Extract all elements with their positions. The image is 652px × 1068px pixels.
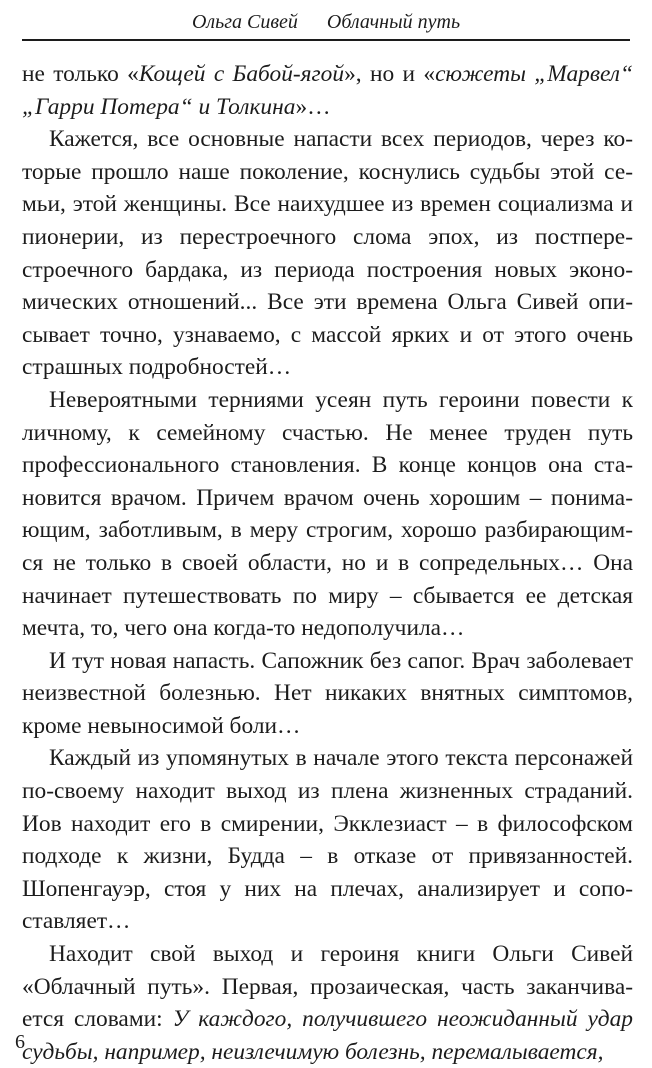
running-head-author: Ольга Сивей [191,11,298,33]
paragraph [22,58,633,123]
page-number: 6 [15,1031,25,1053]
text-run: Невероятными терниями усеян путь героини повести к личному, к семейному счастью. Не менее труден путь профессионального становления. В конце концов она становится врачом. Причем врачом очень хорошим – понимающим, заботливым, в меру строгим, хорошо разбирающимся не только в своей области, но и в сопредельных… Она начинает путешествовать по миру – сбывается ее детская мечта, то, чего она когда-то недополучила… [22,386,633,642]
text-run: не только « [22,61,139,87]
text-run: Каждый из упомянутых в начале этого текста персонажей по-своему находит выход из плена жизненных страданий. Иов находит его в смирении, Экклезиаст – в философском подходе к жизни, Будда – в отказе от привязанностей. Шопенгауэр, стоя у них на плечах, анализирует и сопоставляет… [22,745,633,935]
text-run: Кажется, все основные напасти всех периодов, через которые прошло наше поколение, коснулись судьбы этой семьи, этой женщины. Все наихудшее из времен социализма и пионерии, из перестроечного слома эпох, из постперестроечного бардака, из периода построения новых экономических отношений... Все эти времена Ольга Сивей описывает точно, узнаваемо, с массой ярких и от этого очень страшных подробностей… [22,126,633,381]
paragraph [22,123,633,384]
paragraph [22,938,633,1068]
text-run: И тут новая напасть. Сапожник без сапог. Врач заболевает неизвестной болезнью. Нет никаких внятных симптомов, кроме невыносимой боли… [22,647,633,739]
paragraph [22,645,633,743]
body-text [22,58,633,1068]
italic-quote: Кощей с Бабой-ягой [138,61,345,87]
paragraph [22,384,633,645]
running-head [22,6,630,41]
running-head-title: Облачный путь [326,11,461,33]
paragraph [22,742,633,938]
italic-quote: У каждого, получившего неожиданный удар судьбы, например, неизлечимую болезнь, перемалывается, [22,1006,633,1065]
italic-quote: сюжеты „Марвел“ „Гарри Потера“ и Толкина [22,61,633,120]
text-run: Находит свой выход и героиня книги Ольги Сивей «Облачный путь». Первая, прозаическая, часть заканчивается словами: [22,941,633,1033]
text-run: », но и « [344,61,436,87]
text-run: »… [295,93,331,120]
